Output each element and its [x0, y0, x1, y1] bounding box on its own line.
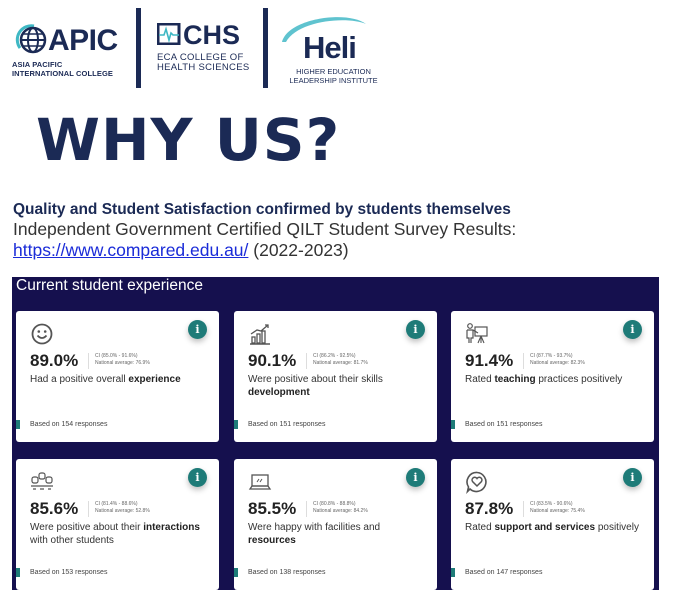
- info-button[interactable]: i: [406, 320, 425, 339]
- national-average: National average: 76.9%: [95, 360, 150, 366]
- confidence-interval: CI (86.2% - 92.5%): [313, 353, 356, 359]
- response-count: Based on 151 responses: [465, 421, 543, 428]
- metric-card-facilities: [234, 459, 437, 590]
- metric-percent: 90.1%: [248, 351, 297, 370]
- metric-stats: [530, 353, 585, 367]
- accent-marker: [16, 568, 20, 577]
- divider: [523, 501, 524, 517]
- compared-link[interactable]: https://www.compared.edu.au/: [13, 240, 249, 260]
- survey-years: (2022-2023): [248, 240, 349, 260]
- confidence-interval: CI (87.7% - 93.7%): [530, 353, 573, 359]
- desc-text: Were happy with facilities and: [248, 522, 381, 533]
- response-count: Based on 138 responses: [248, 569, 326, 576]
- info-button[interactable]: i: [406, 468, 425, 487]
- page-title: WHY US?: [36, 106, 341, 174]
- intro-link-line: [13, 240, 663, 261]
- national-average: National average: 75.4%: [530, 508, 585, 514]
- student-experience-panel: [12, 277, 659, 590]
- accent-marker: [451, 420, 455, 429]
- group-icon: [30, 470, 54, 494]
- smiley-icon: [30, 322, 54, 346]
- metric-description: [465, 373, 645, 386]
- heli-subtitle-line1: HIGHER EDUCATION: [296, 67, 371, 76]
- info-button[interactable]: i: [188, 468, 207, 487]
- metric-stats: [95, 501, 150, 515]
- info-button[interactable]: i: [623, 468, 642, 487]
- growth-chart-icon: [248, 322, 272, 346]
- metric-percent: 91.4%: [465, 351, 514, 370]
- metric-card-interactions: [16, 459, 219, 590]
- heli-subtitle-line2: LEADERSHIP INSTITUTE: [289, 76, 378, 85]
- metric-stats: [313, 501, 368, 515]
- metric-card-support: [451, 459, 654, 590]
- desc-text: Rated: [465, 374, 495, 385]
- intro-headline: Quality and Student Satisfaction confirmed by students themselves: [13, 201, 511, 218]
- metric-description: [465, 521, 645, 534]
- heart-chat-icon: [465, 470, 489, 494]
- heli-subtitle: [286, 67, 381, 85]
- desc-emphasis: resources: [248, 535, 296, 546]
- divider: [306, 501, 307, 517]
- desc-emphasis: teaching: [494, 374, 536, 385]
- national-average: National average: 52.8%: [95, 508, 150, 514]
- apic-logo: [12, 18, 132, 80]
- national-average: National average: 84.2%: [313, 508, 368, 514]
- divider: [88, 353, 89, 369]
- national-average: National average: 81.7%: [313, 360, 368, 366]
- confidence-interval: CI (81.4% - 88.6%): [95, 501, 138, 507]
- intro-text: [13, 200, 663, 261]
- metric-card-skills: [234, 311, 437, 442]
- logo-divider: [136, 8, 141, 88]
- info-button[interactable]: i: [623, 320, 642, 339]
- metric-stats: [530, 501, 585, 515]
- national-average: National average: 82.3%: [530, 360, 585, 366]
- desc-text: Rated: [465, 522, 495, 533]
- desc-emphasis: experience: [128, 374, 181, 385]
- metric-percent: 85.6%: [30, 499, 79, 518]
- accent-marker: [16, 420, 20, 429]
- chs-subtitle: [157, 53, 249, 73]
- globe-icon: [14, 22, 48, 56]
- confidence-interval: CI (80.8% - 88.8%): [313, 501, 356, 507]
- chs-subtitle-line1: ECA COLLEGE OF: [157, 52, 244, 63]
- metric-card-experience: [16, 311, 219, 442]
- desc-emphasis: interactions: [143, 522, 200, 533]
- metric-card-teaching: [451, 311, 654, 442]
- chs-logo: [155, 20, 255, 80]
- desc-text: positively: [595, 522, 639, 533]
- accent-marker: [234, 568, 238, 577]
- intro-subline: Independent Government Certified QILT Student Survey Results:: [13, 219, 517, 239]
- desc-text: Were positive about their: [30, 522, 144, 533]
- apic-wordmark: APIC: [48, 24, 118, 57]
- metric-description: [30, 373, 210, 386]
- metric-description: [248, 373, 428, 399]
- desc-text: practices positively: [535, 374, 623, 385]
- panel-title: Current student experience: [16, 277, 203, 294]
- chs-subtitle-line2: HEALTH SCIENCES: [157, 62, 250, 73]
- teacher-icon: [465, 322, 489, 346]
- accent-marker: [234, 420, 238, 429]
- chs-wordmark: CHS: [183, 20, 241, 50]
- divider: [88, 501, 89, 517]
- laptop-icon: [248, 470, 272, 494]
- desc-text: Had a positive overall: [30, 374, 129, 385]
- metric-description: [30, 521, 210, 547]
- desc-emphasis: development: [248, 387, 310, 398]
- divider: [306, 353, 307, 369]
- confidence-interval: CI (83.5% - 90.6%): [530, 501, 573, 507]
- apic-subtitle: [12, 60, 113, 78]
- metric-percent: 89.0%: [30, 351, 79, 370]
- metric-percent: 87.8%: [465, 499, 514, 518]
- apic-subtitle-line1: ASIA PACIFIC: [12, 60, 63, 69]
- confidence-interval: CI (85.0% - 91.6%): [95, 353, 138, 359]
- info-button[interactable]: i: [188, 320, 207, 339]
- response-count: Based on 147 responses: [465, 569, 543, 576]
- metric-description: [248, 521, 428, 547]
- metric-stats: [95, 353, 150, 367]
- logo-bar: [0, 0, 400, 90]
- apic-subtitle-line2: INTERNATIONAL COLLEGE: [12, 69, 113, 78]
- desc-emphasis: support and services: [494, 522, 596, 533]
- heli-logo: [278, 14, 398, 84]
- divider: [523, 353, 524, 369]
- response-count: Based on 151 responses: [248, 421, 326, 428]
- accent-marker: [451, 568, 455, 577]
- desc-text: with other students: [30, 535, 114, 546]
- metric-percent: 85.5%: [248, 499, 297, 518]
- response-count: Based on 154 responses: [30, 421, 108, 428]
- logo-divider: [263, 8, 268, 88]
- metric-stats: [313, 353, 368, 367]
- ecg-square-icon: [157, 23, 181, 45]
- desc-text: Were positive about their skills: [248, 374, 383, 385]
- heli-wordmark: Heli: [303, 30, 356, 65]
- response-count: Based on 153 responses: [30, 569, 108, 576]
